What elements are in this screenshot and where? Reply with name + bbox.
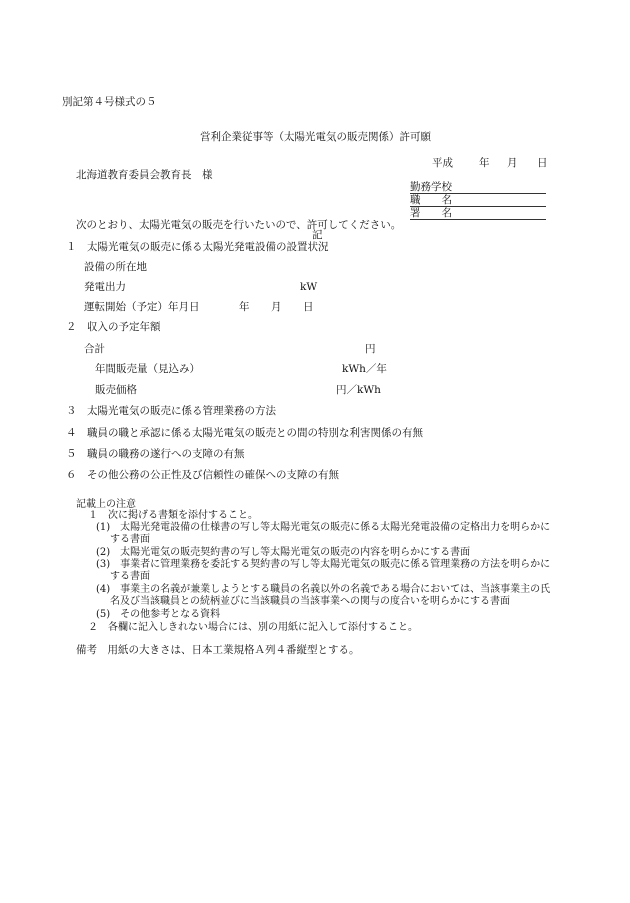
start-month-unit: 月 [271,301,282,313]
section-1-heading: １ 太陽光電気の販売に係る太陽光発電設備の設置状況 [66,241,329,253]
start-date-label: 運転開始（予定）年月日 [84,301,200,313]
location-label: 設備の所在地 [84,261,147,273]
notes-sub-5: (5) その他参考となる資料 [96,609,221,620]
price-unit: 円／kWh [336,384,381,396]
price-label: 販売価格 [95,384,137,396]
notes-sub-4-line-2: 名及び当該職員との続柄並びに当該職員の当該事業への関与の度合いを明らかにする書面 [110,596,510,607]
notes-sub-3-line-2: する書面 [110,571,150,582]
date-era: 平成 [432,157,453,169]
notes-heading: 記載上の注意 [76,499,136,510]
section-6-heading: ６ その他公務の公正性及び信頼性の確保への支障の有無 [66,469,339,481]
intro-text: 次のとおり、太陽光電気の販売を行いたいので、許可してください。 [76,219,402,231]
start-year-unit: 年 [239,301,250,313]
date-day-unit: 日 [537,157,548,169]
notes-item-1: １ 次に掲げる書類を添付すること。 [88,510,258,521]
document-title: 営利企業従事等（太陽光電気の販売関係）許可願 [200,131,431,143]
notes-sub-2: (2) 太陽光電気の販売契約書の写し等太陽光電気の販売の内容を明らかにする書面 [96,547,471,558]
output-label: 発電出力 [84,281,126,293]
name-label: 署 名 [410,207,452,219]
ki-label: 記 [312,229,323,241]
remarks: 備考 用紙の大きさは、日本工業規格Ａ列４番縦型とする。 [76,644,360,656]
total-label: 合計 [84,343,105,355]
section-5-heading: ５ 職員の職務の遂行への支障の有無 [66,448,245,460]
output-unit: kW [300,281,318,293]
volume-unit: kWh／年 [342,363,387,375]
name-underline [410,219,546,220]
addressee: 北海道教育委員会教育長 様 [76,169,213,181]
section-4-heading: ４ 職員の職と承認に係る太陽光電気の販売との間の特別な利害関係の有無 [66,427,423,439]
form-number: 別記第４号様式の５ [62,96,157,108]
notes-sub-1-line-2: する書面 [110,534,150,545]
start-day-unit: 日 [303,301,314,313]
school-label: 勤務学校 [410,181,452,193]
date-year-unit: 年 [479,157,490,169]
section-2-heading: ２ 収入の予定年額 [66,321,161,333]
total-unit: 円 [365,343,376,355]
volume-label: 年間販売量（見込み） [95,363,200,375]
notes-sub-1-line-1: (1) 太陽光発電設備の仕様書の写し等太陽光電気の販売に係る太陽光発電設備の定格出力を明らかに [96,522,551,533]
section-3-heading: ３ 太陽光電気の販売に係る管理業務の方法 [66,405,276,417]
position-label: 職 名 [410,194,452,206]
notes-sub-4-line-1: (4) 事業主の名義が兼業しようとする職員の名義以外の名義である場合においては、当該事業主の氏 [96,584,551,595]
date-month-unit: 月 [507,157,518,169]
notes-item-2: ２ 各欄に記入しきれない場合には、別の用紙に記入して添付すること。 [88,622,418,633]
notes-sub-3-line-1: (3) 事業者に管理業務を委託する契約書の写し等太陽光電気の販売に係る管理業務の方法を明らかに [96,559,551,570]
